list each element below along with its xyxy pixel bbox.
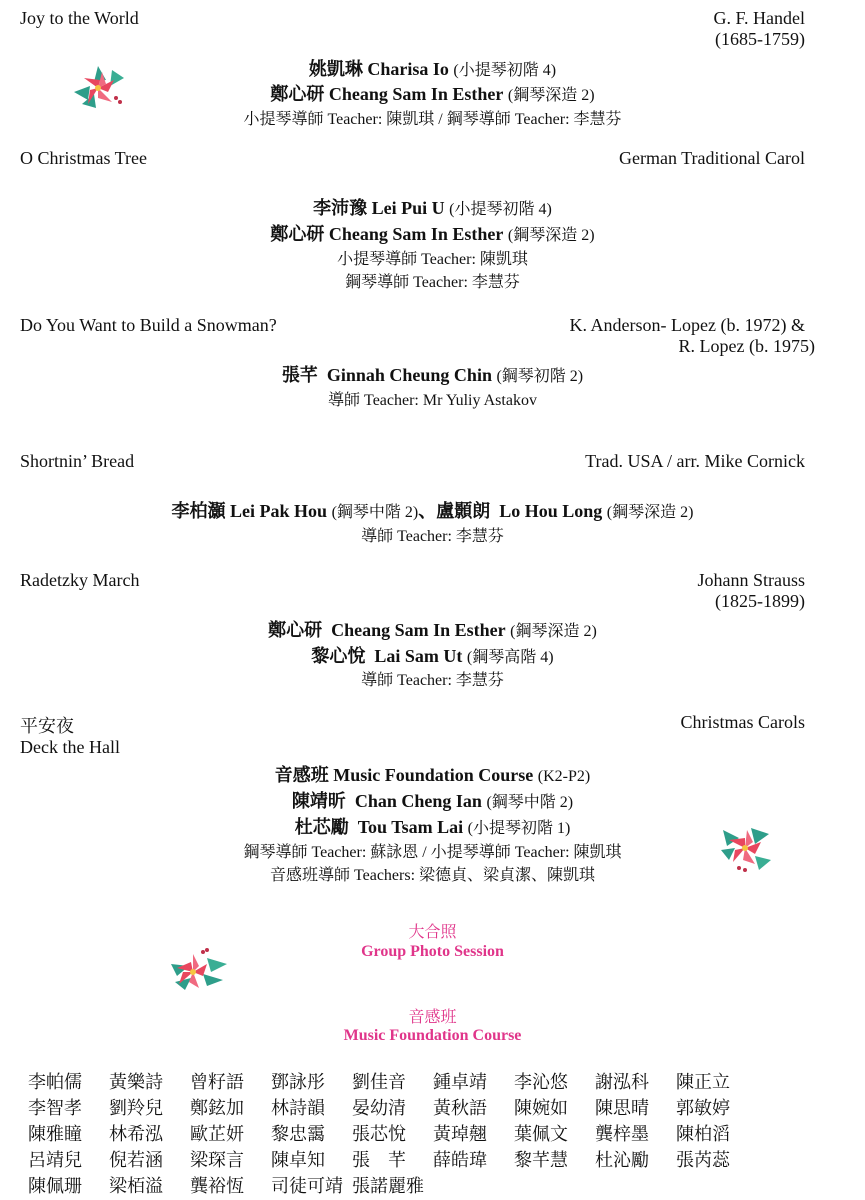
student-name: 黃琸翹 bbox=[433, 1124, 487, 1144]
group-photo-zh: 大合照 bbox=[408, 924, 457, 941]
composer bbox=[713, 8, 805, 50]
teacher-line: 小提琴導師 Teacher: 陳凱琪 bbox=[337, 251, 528, 268]
performer-level: (鋼琴初階 2) bbox=[496, 368, 584, 385]
composer-line: G. F. Handel bbox=[713, 8, 805, 28]
performer-en: Charisa Io bbox=[367, 59, 449, 79]
poinsettia-icon bbox=[715, 820, 777, 876]
performer-zh: 張芊 bbox=[281, 365, 318, 385]
composer-line: (1685-1759) bbox=[715, 29, 805, 49]
student-name: 陳柏滔 bbox=[676, 1124, 730, 1144]
performer-level: (小提琴初階 4) bbox=[453, 62, 557, 79]
student-name: 倪若涵 bbox=[109, 1150, 163, 1170]
teacher-line: 導師 Teacher: Mr Yuliy Astakov bbox=[328, 392, 537, 409]
teacher-line: 導師 Teacher: 李慧芬 bbox=[361, 672, 504, 689]
student-name: 張 芊 bbox=[352, 1150, 406, 1170]
student-name: 黎忠靄 bbox=[271, 1124, 325, 1144]
student-name: 李帕儒 bbox=[28, 1072, 82, 1092]
course-zh: 音感班 bbox=[408, 1009, 457, 1026]
performer-en: Lei Pak Hou bbox=[230, 501, 328, 521]
teacher-line: 鋼琴導師 Teacher: 李慧芬 bbox=[345, 274, 520, 291]
piece-title: Shortnin’ Bread bbox=[20, 451, 135, 471]
student-name: 陳思晴 bbox=[595, 1098, 649, 1118]
student-name: 張芯悅 bbox=[352, 1124, 406, 1144]
performer-level: (鋼琴深造 2) bbox=[606, 504, 694, 521]
student-name: 薛皓瑋 bbox=[433, 1150, 487, 1170]
student-name: 鍾卓靖 bbox=[433, 1072, 487, 1092]
performer bbox=[0, 787, 865, 813]
student-name: 黎芊慧 bbox=[514, 1150, 568, 1170]
student-row bbox=[28, 1120, 757, 1146]
student-row bbox=[28, 1172, 757, 1198]
teacher-line: 音感班導師 Teachers: 梁德貞、梁貞潔、陳凱琪 bbox=[269, 867, 596, 884]
student-row bbox=[28, 1146, 757, 1172]
performer bbox=[0, 194, 865, 220]
student-name: 陳卓知 bbox=[271, 1150, 325, 1170]
student-list bbox=[28, 1068, 757, 1198]
student-name: 司徒可靖 bbox=[271, 1176, 343, 1196]
performer-level: (鋼琴高階 4) bbox=[466, 649, 554, 666]
performer-level: (鋼琴中階 2) bbox=[331, 504, 419, 521]
student-name: 晏幼清 bbox=[352, 1098, 406, 1118]
performer-zh: 鄭心研 bbox=[270, 224, 325, 244]
student-name: 陳佩珊 bbox=[28, 1176, 82, 1196]
performer-en: Chan Cheng Ian bbox=[354, 791, 482, 811]
piece-title: 平安夜 bbox=[20, 716, 74, 736]
performer bbox=[0, 220, 865, 246]
student-name: 郭敏婷 bbox=[676, 1098, 730, 1118]
performer-zh: 音感班 bbox=[274, 765, 329, 785]
performer-en: Tou Tsam Lai bbox=[357, 817, 464, 837]
performer-en: Ginnah Cheung Chin bbox=[326, 365, 492, 385]
group-photo-en: Group Photo Session bbox=[361, 943, 504, 960]
performer-zh: 鄭心研 bbox=[270, 84, 325, 104]
composer bbox=[698, 570, 806, 612]
performer bbox=[0, 642, 865, 668]
student-name: 謝泓科 bbox=[595, 1072, 649, 1092]
student-name: 李沁悠 bbox=[514, 1072, 568, 1092]
student-name: 張芮蕊 bbox=[676, 1150, 730, 1170]
student-name: 劉佳音 bbox=[352, 1072, 406, 1092]
performer-zh: 李柏灝 bbox=[171, 501, 226, 521]
performer bbox=[0, 361, 865, 387]
student-name: 黃樂詩 bbox=[109, 1072, 163, 1092]
piece-title: O Christmas Tree bbox=[20, 148, 148, 168]
composer bbox=[570, 315, 815, 357]
student-name: 黃秋語 bbox=[433, 1098, 487, 1118]
student-name: 歐芷妍 bbox=[190, 1124, 244, 1144]
piece-title: Do You Want to Build a Snowman? bbox=[20, 315, 277, 335]
performer-level: (鋼琴深造 2) bbox=[507, 227, 595, 244]
performer-en: Cheang Sam In Esther bbox=[328, 84, 504, 104]
student-name: 梁栢溢 bbox=[109, 1176, 163, 1196]
performer-level: (小提琴初階 1) bbox=[467, 820, 571, 837]
student-name: 劉羚兒 bbox=[109, 1098, 163, 1118]
composer: Christmas Carols bbox=[680, 712, 805, 732]
performer-zh: 姚凱琳 bbox=[308, 59, 363, 79]
composer-line: K. Anderson- Lopez (b. 1972) & bbox=[569, 315, 805, 335]
poinsettia-icon bbox=[68, 60, 130, 114]
separator: 、 bbox=[418, 501, 437, 521]
performer-en: Lo Hou Long bbox=[499, 501, 603, 521]
composer: German Traditional Carol bbox=[619, 148, 805, 168]
student-row bbox=[28, 1068, 757, 1094]
student-name: 葉佩文 bbox=[514, 1124, 568, 1144]
student-name: 陳雅瞳 bbox=[28, 1124, 82, 1144]
piece-title: Joy to the World bbox=[20, 8, 139, 28]
performer-zh: 黎心悅 bbox=[311, 646, 366, 666]
performer-zh: 陳靖昕 bbox=[291, 791, 346, 811]
composer-line: Johann Strauss bbox=[697, 570, 805, 590]
student-name: 龔梓墨 bbox=[595, 1124, 649, 1144]
composer: Trad. USA / arr. Mike Cornick bbox=[585, 451, 805, 471]
performer-level: (K2-P2) bbox=[537, 768, 591, 785]
student-name: 林希泓 bbox=[109, 1124, 163, 1144]
course-en: Music Foundation Course bbox=[343, 1027, 522, 1044]
student-row bbox=[28, 1094, 757, 1120]
student-name: 鄧詠彤 bbox=[271, 1072, 325, 1092]
student-name: 陳正立 bbox=[676, 1072, 730, 1092]
poinsettia-icon bbox=[163, 944, 235, 996]
performer-zh: 盧顥朗 bbox=[436, 501, 491, 521]
performer bbox=[0, 761, 865, 787]
performer-zh: 杜芯勵 bbox=[294, 817, 349, 837]
student-name: 龔裕恆 bbox=[190, 1176, 244, 1196]
performer bbox=[0, 616, 865, 642]
student-name: 曾籽語 bbox=[190, 1072, 244, 1092]
student-name: 呂靖兒 bbox=[28, 1150, 82, 1170]
composer-line: (1825-1899) bbox=[715, 591, 805, 611]
performer-en: Lai Sam Ut bbox=[374, 646, 463, 666]
student-name: 杜沁勵 bbox=[595, 1150, 649, 1170]
performer-level: (鋼琴深造 2) bbox=[507, 87, 595, 104]
piece-title: Deck the Hall bbox=[20, 737, 120, 757]
student-name: 張諾麗雅 bbox=[352, 1176, 424, 1196]
performer-level: (鋼琴深造 2) bbox=[510, 623, 597, 640]
student-name: 陳婉如 bbox=[514, 1098, 568, 1118]
composer-line: R. Lopez (b. 1975) bbox=[678, 336, 815, 356]
student-name: 鄭鉉加 bbox=[190, 1098, 244, 1118]
student-name: 梁琛言 bbox=[190, 1150, 244, 1170]
performer bbox=[0, 497, 865, 523]
performer-en: Music Foundation Course bbox=[333, 765, 534, 785]
teacher-line: 小提琴導師 Teacher: 陳凱琪 / 鋼琴導師 Teacher: 李慧芬 bbox=[243, 111, 622, 128]
performer-en: Cheang Sam In Esther bbox=[328, 224, 504, 244]
student-name: 林詩韻 bbox=[271, 1098, 325, 1118]
teacher-line: 鋼琴導師 Teacher: 蘇詠恩 / 小提琴導師 Teacher: 陳凱琪 bbox=[243, 844, 622, 861]
student-name: 李智孝 bbox=[28, 1098, 82, 1118]
performer-level: (鋼琴中階 2) bbox=[486, 794, 574, 811]
piece-title: Radetzky March bbox=[20, 570, 140, 590]
performer-en: Cheang Sam In Esther bbox=[331, 620, 506, 640]
performer-zh: 李沛豫 bbox=[313, 198, 368, 218]
teacher-line: 導師 Teacher: 李慧芬 bbox=[361, 528, 504, 545]
performer-en: Lei Pui U bbox=[371, 198, 445, 218]
performer-zh: 鄭心研 bbox=[268, 620, 323, 640]
performer-level: (小提琴初階 4) bbox=[449, 201, 552, 218]
